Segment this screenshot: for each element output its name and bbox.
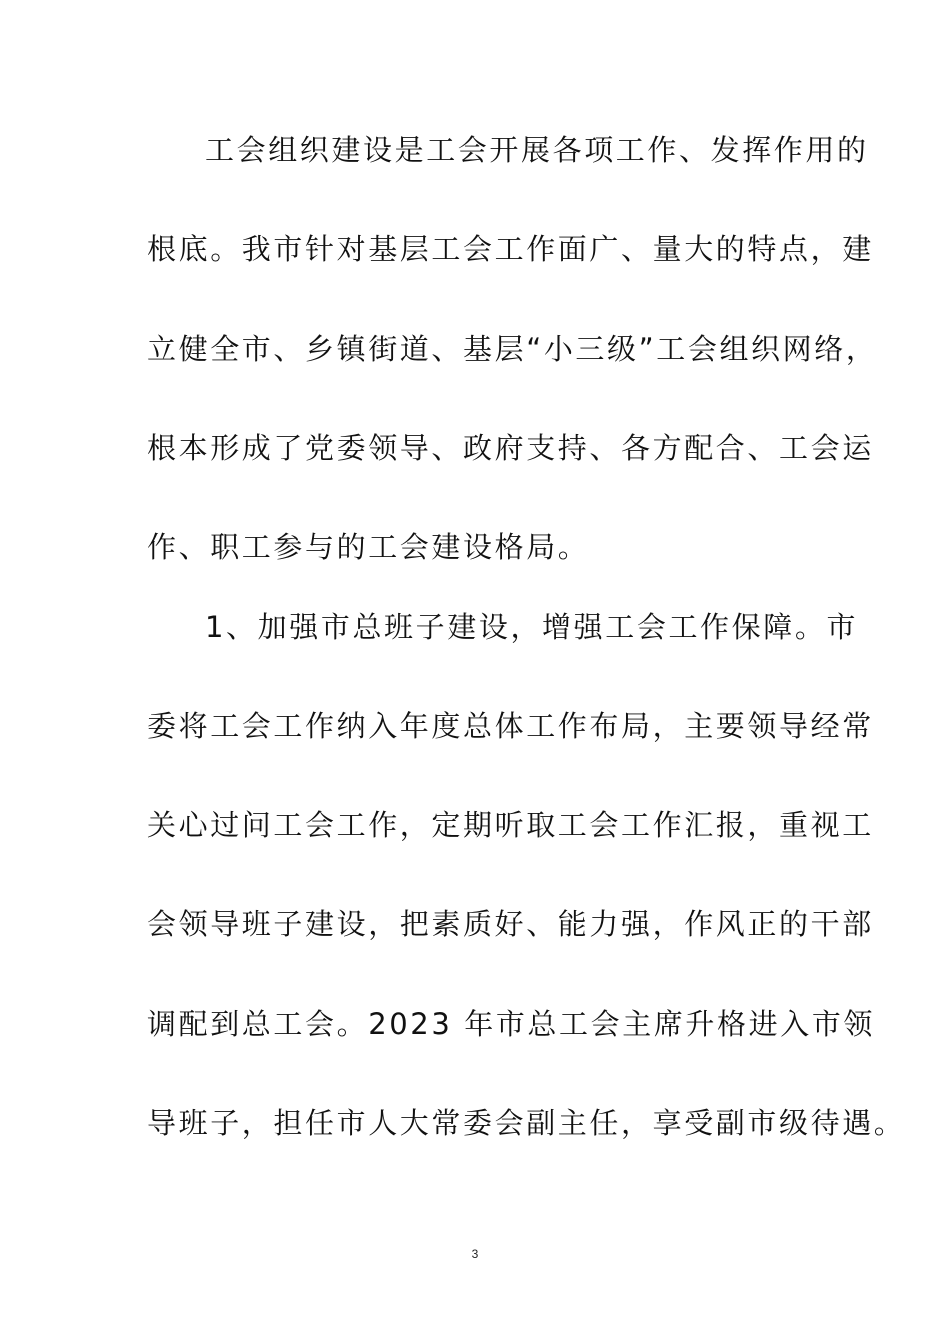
paragraph-2-line-2: 委将工会工作纳入年度总体工作布局，主要领导经常 (147, 709, 874, 743)
paragraph-1-line-5: 作、职工参与的工会建设格局。 (147, 530, 590, 564)
paragraph-2-line-5: 调配到总工会。2023 年市总工会主席升格进入市领 (147, 1007, 876, 1041)
paragraph-2-line-1: 1、加强市总班子建设，增强工会工作保障。市 (205, 610, 859, 644)
paragraph-1-line-3: 立健全市、乡镇街道、基层“小三级”工会组织网络， (147, 332, 878, 366)
paragraph-2-line-6: 导班子，担任市人大常委会副主任，享受副市级待遇。 (147, 1106, 906, 1140)
paragraph-1-line-2: 根底。我市针对基层工会工作面广、量大的特点，建 (147, 232, 874, 266)
paragraph-1-line-4: 根本形成了党委领导、政府支持、各方配合、工会运 (147, 431, 874, 465)
paragraph-2-line-4: 会领导班子建设，把素质好、能力强，作风正的干部 (147, 907, 874, 941)
page-number: 3 (471, 1247, 479, 1261)
paragraph-1-line-1: 工会组织建设是工会开展各项工作、发挥作用的 (205, 133, 869, 167)
paragraph-2-line-3: 关心过问工会工作，定期听取工会工作汇报，重视工 (147, 808, 874, 842)
